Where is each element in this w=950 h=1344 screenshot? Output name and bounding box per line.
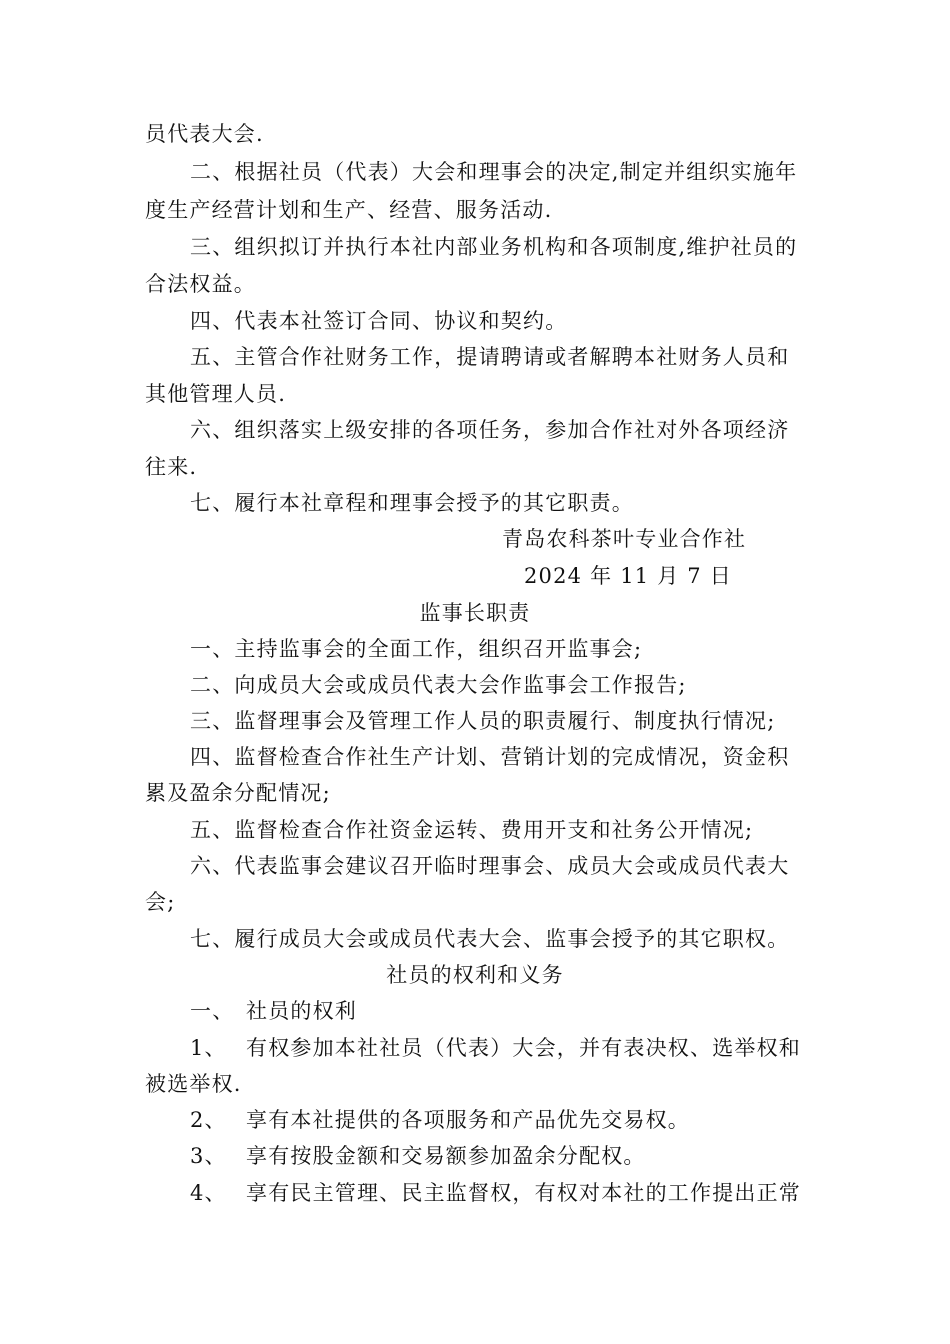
list-item-text: 享有按股金额和交易额参加盈余分配权。 bbox=[246, 1144, 646, 1168]
list-number: 一、 bbox=[190, 999, 235, 1023]
text-line: 二、向成员大会或成员代表大会作监事会工作报告; bbox=[190, 673, 687, 697]
list-number: 4、 bbox=[190, 1181, 227, 1205]
text-line: 三、组织拟订并执行本社内部业务机构和各项制度,维护社员的 bbox=[190, 235, 798, 259]
text-line: 度生产经营计划和生产、经营、服务活动. bbox=[145, 198, 553, 222]
list-number: 3、 bbox=[190, 1144, 227, 1168]
list-item-text: 享有本社提供的各项服务和产品优先交易权。 bbox=[246, 1108, 690, 1132]
signature-org: 青岛农科茶叶专业合作社 bbox=[502, 527, 747, 551]
text-line: 合法权益。 bbox=[145, 272, 256, 296]
list-number: 2、 bbox=[190, 1108, 227, 1132]
list-item-text: 社员的权利 bbox=[246, 999, 357, 1023]
text-line: 七、履行本社章程和理事会授予的其它职责。 bbox=[190, 491, 634, 515]
section-title: 社员的权利和义务 bbox=[386, 963, 564, 987]
text-line: 往来. bbox=[145, 455, 198, 479]
text-line: 五、监督检查合作社资金运转、费用开支和社务公开情况; bbox=[190, 818, 754, 842]
signature-date: 2024 年 11 月 7 日 bbox=[524, 564, 732, 588]
text-line: 四、代表本社签订合同、协议和契约。 bbox=[190, 309, 568, 333]
section-title: 监事长职责 bbox=[419, 601, 531, 625]
text-line: 其他管理人员. bbox=[145, 382, 287, 406]
text-line: 六、组织落实上级安排的各项任务，参加合作社对外各项经济 bbox=[190, 418, 790, 442]
text-line: 会; bbox=[145, 890, 176, 914]
text-line: 七、履行成员大会或成员代表大会、监事会授予的其它职权。 bbox=[190, 927, 790, 951]
list-item-text: 有权参加本社社员（代表）大会，并有表决权、选举权和 bbox=[246, 1036, 801, 1060]
text-line: 五、主管合作社财务工作，提请聘请或者解聘本社财务人员和 bbox=[190, 345, 790, 369]
text-line: 二、根据社员（代表）大会和理事会的决定,制定并组织实施年 bbox=[190, 160, 798, 184]
text-line: 被选举权. bbox=[145, 1072, 242, 1096]
list-item-text: 享有民主管理、民主监督权，有权对本社的工作提出正常 bbox=[246, 1181, 801, 1205]
list-number: 1、 bbox=[190, 1036, 227, 1060]
text-line: 三、监督理事会及管理工作人员的职责履行、制度执行情况; bbox=[190, 709, 776, 733]
text-line: 四、监督检查合作社生产计划、营销计划的完成情况，资金积 bbox=[190, 745, 790, 769]
text-line: 累及盈余分配情况; bbox=[145, 781, 331, 805]
text-line: 员代表大会. bbox=[145, 122, 264, 146]
text-line: 一、主持监事会的全面工作，组织召开监事会; bbox=[190, 637, 643, 661]
text-line: 六、代表监事会建议召开临时理事会、成员大会或成员代表大 bbox=[190, 854, 790, 878]
